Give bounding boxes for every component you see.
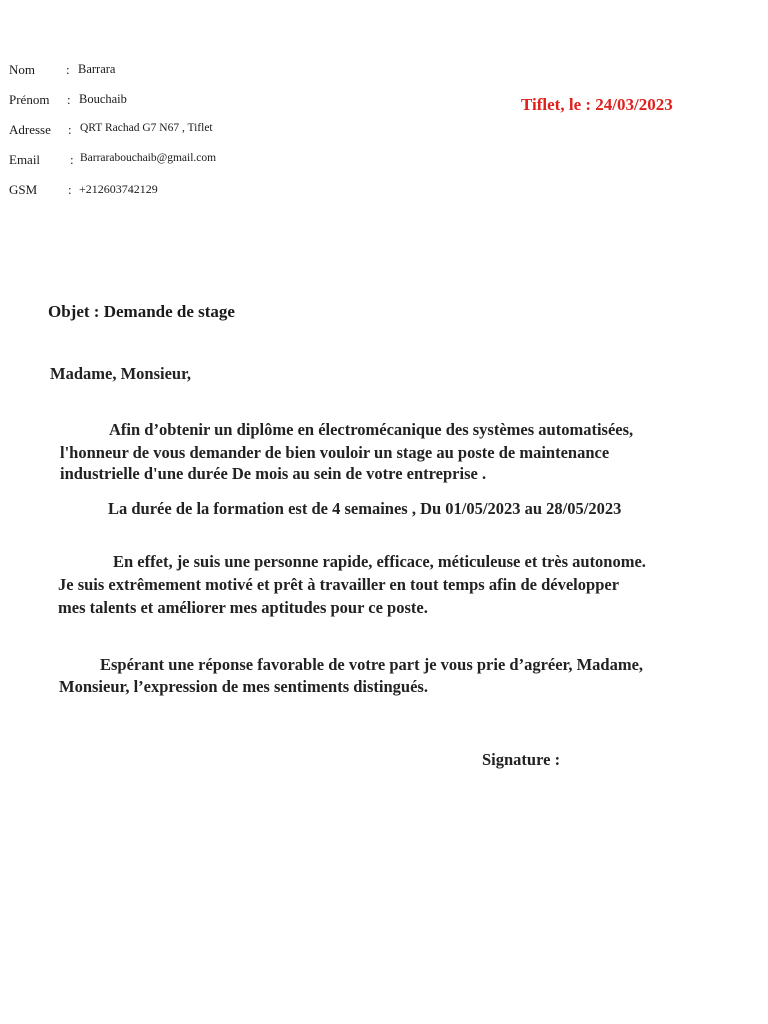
prenom-colon: :	[67, 92, 71, 107]
paragraph-3-line-2: Je suis extrêmement motivé et prêt à travailler en tout temps afin de développer	[58, 575, 620, 594]
adresse-colon: :	[68, 122, 72, 137]
email-value: Barrarabouchaib@gmail.com	[80, 152, 217, 164]
nom-colon: :	[66, 62, 70, 77]
paragraph-1-line-2: l'honneur de vous demander de bien vouloir un stage au poste de maintenance	[60, 443, 610, 462]
gsm-colon: :	[68, 182, 72, 197]
subject-line: Objet : Demande de stage	[48, 302, 235, 321]
signature-label: Signature :	[482, 750, 561, 769]
gsm-value: +212603742129	[79, 182, 158, 196]
nom-label: Nom	[9, 62, 35, 77]
salutation: Madame, Monsieur,	[50, 364, 192, 383]
paragraph-3-line-1: En effet, je suis une personne rapide, efficace, méticuleuse et très autonome.	[113, 552, 646, 571]
email-colon: :	[70, 152, 74, 167]
paragraph-4-line-2: Monsieur, l’expression de mes sentiments distingués.	[59, 677, 428, 696]
paragraph-2: La durée de la formation est de 4 semaines , Du 01/05/2023 au 28/05/2023	[108, 499, 622, 518]
adresse-label: Adresse	[9, 122, 51, 137]
paragraph-4-line-1: Espérant une réponse favorable de votre part je vous prie d’agréer, Madame,	[100, 655, 644, 674]
date-line: Tiflet, le : 24/03/2023	[521, 95, 673, 114]
paragraph-1-line-3: industrielle d'une durée De mois au sein de votre entreprise .	[60, 464, 487, 483]
prenom-value: Bouchaib	[79, 92, 127, 106]
gsm-label: GSM	[9, 182, 38, 197]
email-label: Email	[9, 152, 41, 167]
prenom-label: Prénom	[9, 92, 50, 107]
paragraph-1-line-1: Afin d’obtenir un diplôme en électromécanique des systèmes automatisées,	[109, 420, 634, 439]
paragraph-3-line-3: mes talents et améliorer mes aptitudes pour ce poste.	[58, 598, 428, 617]
nom-value: Barrara	[78, 62, 116, 76]
adresse-value: QRT Rachad G7 N67 , Tiflet	[80, 122, 213, 134]
